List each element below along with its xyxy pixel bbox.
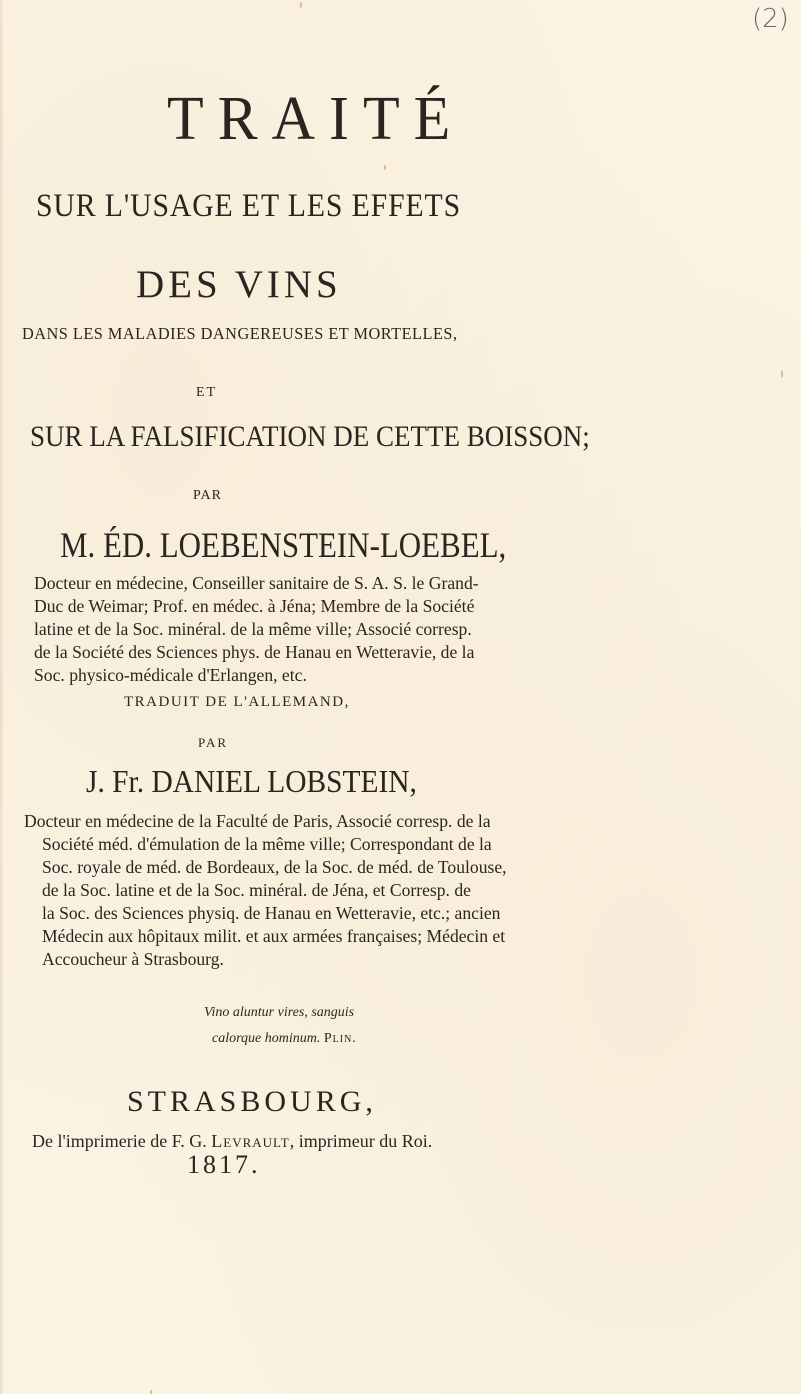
epigraph-line-1: Vino aluntur vires, sanguis — [204, 1005, 355, 1020]
translator-name: J. Fr. DANIEL LOBSTEIN, — [86, 763, 417, 799]
credential-line: latine et de la Soc. minéral. de la même ville; Associé corresp. — [34, 619, 472, 639]
credential-line: Duc de Weimar; Prof. en médec. à Jéna; Membre de la Société — [34, 596, 475, 616]
credential-line: de la Soc. latine et de la Soc. minéral. de Jéna, et Corresp. de — [42, 880, 471, 900]
printer-prefix: De l'imprimerie de F. G. — [32, 1131, 212, 1151]
imprint-city: STRASBOURG, — [127, 1085, 377, 1118]
subtitle-line-1: SUR L'USAGE ET LES EFFETS — [36, 188, 462, 224]
translator-credentials — [24, 810, 507, 971]
credential-line: Soc. physico-médicale d'Erlangen, etc. — [34, 665, 307, 685]
credential-line: Docteur en médecine de la Faculté de Paris, Associé corresp. de la — [24, 811, 491, 831]
epigraph-line-2-wrap — [212, 1026, 357, 1052]
subtitle-line-2: DES VINS — [136, 263, 342, 306]
subtitle-line-4: SUR LA FALSIFICATION DE CETTE BOISSON; — [30, 420, 590, 453]
translation-note: TRADUIT DE L'ALLEMAND, — [124, 694, 350, 710]
epigraph — [204, 1000, 357, 1052]
by-label-author: PAR — [193, 488, 222, 503]
credential-line: la Soc. des Sciences physiq. de Hanau en Wetteravie, etc.; ancien — [42, 903, 501, 923]
imprint-printer — [32, 1131, 432, 1152]
credential-line: Accoucheur à Strasbourg. — [42, 949, 224, 969]
by-label-translator: PAR — [198, 735, 229, 750]
paper-speck — [384, 165, 386, 170]
author-name: M. ÉD. LOEBENSTEIN-LOEBEL, — [60, 525, 507, 565]
paper-speck — [300, 2, 302, 8]
printer-suffix: , imprimeur du Roi. — [289, 1131, 433, 1151]
epigraph-attribution: Plin. — [323, 1031, 357, 1046]
printer-name: Levrault — [211, 1131, 290, 1151]
author-credentials — [34, 572, 479, 687]
page-edge — [0, 0, 4, 1394]
epigraph-line-2: calorque hominum. — [212, 1031, 321, 1046]
credential-line: Soc. royale de méd. de Bordeaux, de la Soc. de méd. de Toulouse, — [42, 857, 507, 877]
book-title: TRAITÉ — [167, 83, 465, 153]
credential-line: Docteur en médecine, Conseiller sanitaire de S. A. S. le Grand- — [34, 573, 479, 593]
conjunction: ET — [196, 385, 218, 400]
credential-line: de la Société des Sciences phys. de Hanau en Wetteravie, de la — [34, 642, 475, 662]
subtitle-line-3: DANS LES MALADIES DANGEREUSES ET MORTELLES, — [22, 324, 458, 343]
imprint-year: 1817. — [187, 1150, 261, 1179]
credential-line: Médecin aux hôpitaux milit. et aux armées françaises; Médecin et — [42, 926, 506, 946]
paper-speck — [150, 1390, 152, 1394]
paper-speck — [781, 370, 783, 378]
credential-line: Société méd. d'émulation de la même ville; Correspondant de la — [42, 834, 492, 854]
page-number: (2) — [752, 4, 789, 34]
